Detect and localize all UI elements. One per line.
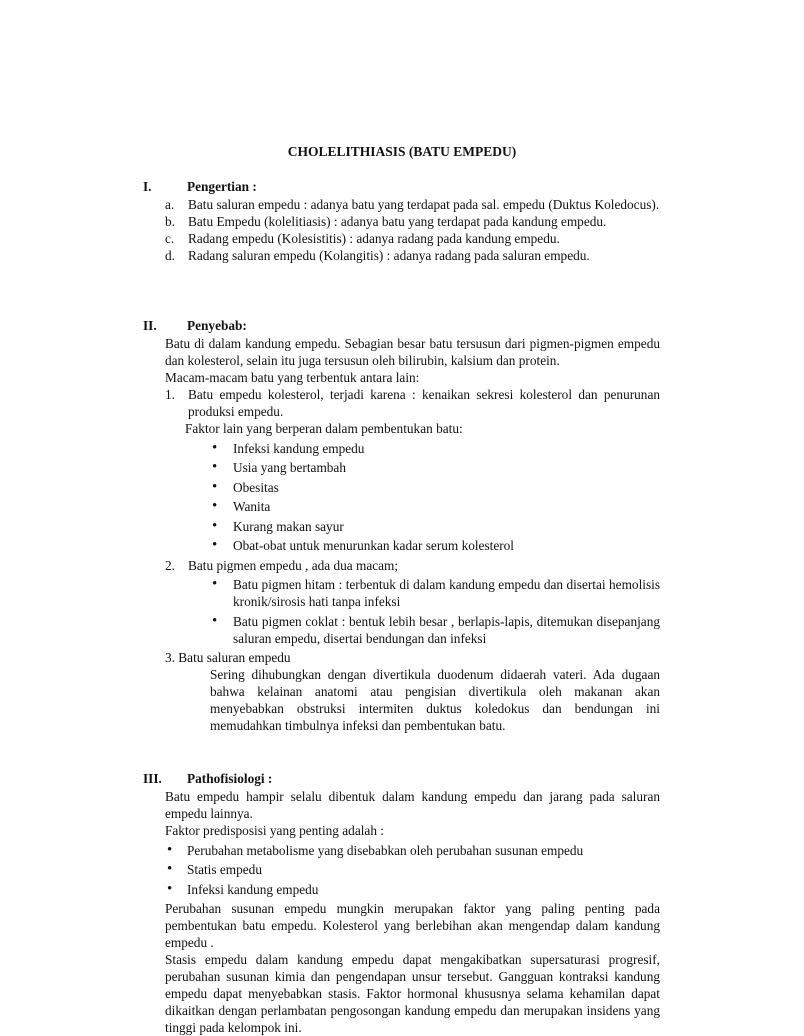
list-item: • Obat-obat untuk menurunkan kadar serum kolesterol <box>210 537 660 554</box>
section-number: I. <box>143 179 152 194</box>
section-heading <box>143 770 663 787</box>
list-item: 2. Batu pigmen empedu , ada dua macam; <box>165 557 399 573</box>
list-item: • Infeksi kandung empedu <box>210 440 660 457</box>
section-title: Penyebab: <box>187 318 247 333</box>
list-item: c. Radang empedu (Kolesistitis) : adanya radang pada kandung empedu. <box>165 231 560 246</box>
list-item: • Kurang makan sayur <box>210 518 660 535</box>
list-item: • Batu pigmen coklat : bentuk lebih besar , berlapis-lapis, ditemukan disepanjang saluran empedu, disertai bendungan dan infeksi <box>210 613 660 647</box>
section-title: Pengertian : <box>187 179 257 194</box>
section-penyebab <box>143 317 663 734</box>
definition-list <box>165 196 660 264</box>
paragraph: Batu empedu hampir selalu dibentuk dalam kandung empedu dan jarang pada saluran empedu lainnya. <box>165 789 660 821</box>
paragraph: Perubahan susunan empedu mungkin merupakan faktor yang paling penting pada pembentukan batu empedu. Kolesterol yang berlebihan akan mengendap dalam kandung empedu . <box>165 901 660 950</box>
list-item: • Perubahan metabolisme yang disebabkan oleh perubahan susunan empedu <box>165 842 660 859</box>
list-item: 3. Batu saluran empedu <box>165 650 291 665</box>
bullet-list <box>165 842 660 898</box>
list-item: • Usia yang bertambah <box>210 459 660 476</box>
paragraph: Stasis empedu dalam kandung empedu dapat mengakibatkan supersaturasi progresif, perubahan susunan kimia dan pengendapan unsur tersebut. Gangguan kontraksi kandung empedu dapat menyebabkan stasis. Faktor hormonal khususnya selama kehamilan dapat dikaitkan dengan perlambatan pengosongan kandung empedu dan merupakan insidens yang tinggi pada kelompok ini. <box>165 952 660 1035</box>
document-title: CHOLELITHIASIS (BATU EMPEDU) <box>287 144 517 159</box>
section-heading <box>143 178 663 195</box>
section-pathofisiologi <box>143 770 663 1036</box>
list-item: • Wanita <box>210 498 660 515</box>
list-item: • Statis empedu <box>165 861 660 878</box>
paragraph: Faktor predisposisi yang penting adalah : <box>165 823 384 838</box>
list-item: d. Radang saluran empedu (Kolangitis) : adanya radang pada saluran empedu. <box>165 248 590 263</box>
paragraph: Faktor lain yang berperan dalam pembentukan batu: <box>185 421 463 436</box>
paragraph: Batu di dalam kandung empedu. Sebagian besar batu tersusun dari pigmen-pigmen empedu dan kolesterol, selain itu juga tersusun oleh bilirubin, kalsium dan protein. <box>165 336 660 368</box>
list-item: b. Batu Empedu (kolelitiasis) : adanya batu yang terdapat pada kandung empedu. <box>165 214 607 229</box>
list-item: • Obesitas <box>210 479 660 496</box>
list-item: • Infeksi kandung empedu <box>165 881 660 898</box>
section-title: Pathofisiologi : <box>187 771 273 786</box>
section-pengertian <box>143 178 663 264</box>
list-item: • Batu pigmen hitam : terbentuk di dalam kandung empedu dan disertai hemolisis kronik/sirosis hati tanpa infeksi <box>210 576 660 610</box>
section-number: III. <box>143 771 162 786</box>
paragraph: Macam-macam batu yang terbentuk antara lain: <box>165 370 420 385</box>
list-item: 1. Batu empedu kolesterol, terjadi karena : kenaikan sekresi kolesterol dan penurunan produksi empedu. <box>165 387 660 419</box>
section-heading <box>143 317 663 334</box>
paragraph: Sering dihubungkan dengan divertikula duodenum didaerah vateri. Ada dugaan bahwa kelainan anatomi atau pengisian divertikula oleh makanan akan menyebabkan obstruksi intermiten duktus koledokus dan bendungan ini memudahkan timbulnya infeksi dan pembentukan batu. <box>210 667 660 733</box>
bullet-list <box>210 440 660 555</box>
bullet-list <box>210 576 660 647</box>
section-number: II. <box>143 318 157 333</box>
list-item: a. Batu saluran empedu : adanya batu yang terdapat pada sal. empedu (Duktus Koledocus). <box>165 197 660 212</box>
